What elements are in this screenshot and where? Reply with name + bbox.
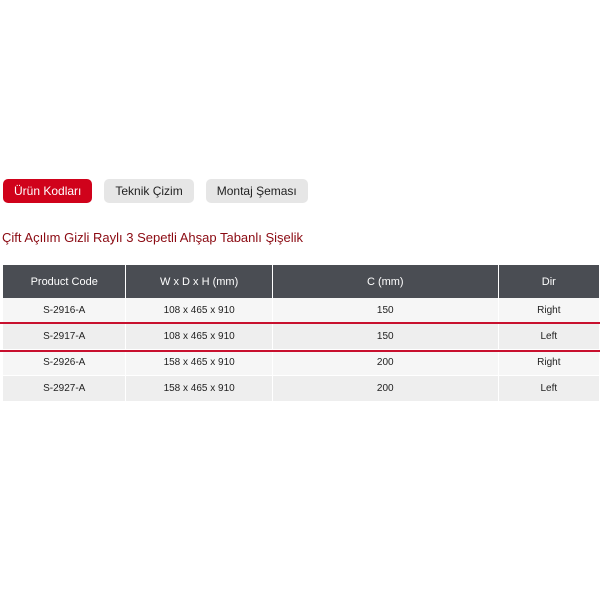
cell-c: 150: [273, 298, 498, 324]
cell-product-code: S-2926-A: [3, 350, 125, 376]
cell-dir: Left: [499, 376, 599, 402]
cell-product-code: S-2927-A: [3, 376, 125, 402]
header-dimensions: W x D x H (mm): [126, 265, 271, 298]
cell-c: 150: [273, 324, 498, 350]
cell-c: 200: [273, 376, 498, 402]
header-c: C (mm): [273, 265, 498, 298]
cell-dir: Right: [499, 350, 599, 376]
cell-dimensions: 158 x 465 x 910: [126, 376, 271, 402]
product-codes-table: [2, 265, 600, 402]
cell-dimensions: 158 x 465 x 910: [126, 350, 271, 376]
table-row[interactable]: [3, 324, 599, 350]
table-row[interactable]: [3, 350, 599, 376]
table-row[interactable]: [3, 376, 599, 402]
highlight-line-top: [0, 322, 600, 324]
highlight-line-bottom: [0, 350, 600, 352]
cell-dir: Left: [499, 324, 599, 350]
tab-assembly-scheme[interactable]: Montaj Şeması: [206, 179, 308, 203]
cell-dimensions: 108 x 465 x 910: [126, 298, 271, 324]
cell-dimensions: 108 x 465 x 910: [126, 324, 271, 350]
cell-dir: Right: [499, 298, 599, 324]
tab-technical-drawing[interactable]: Teknik Çizim: [104, 179, 193, 203]
cell-c: 200: [273, 350, 498, 376]
cell-product-code: S-2916-A: [3, 298, 125, 324]
table-header-row: [3, 265, 599, 298]
cell-product-code: S-2917-A: [3, 324, 125, 350]
tab-product-codes[interactable]: Ürün Kodları: [3, 179, 92, 203]
header-product-code: Product Code: [3, 265, 125, 298]
product-title: Çift Açılım Gizli Raylı 3 Sepetli Ahşap Tabanlı Şişelik: [2, 230, 304, 245]
tab-bar: [3, 179, 308, 203]
table-row[interactable]: [3, 298, 599, 324]
header-dir: Dir: [499, 265, 599, 298]
